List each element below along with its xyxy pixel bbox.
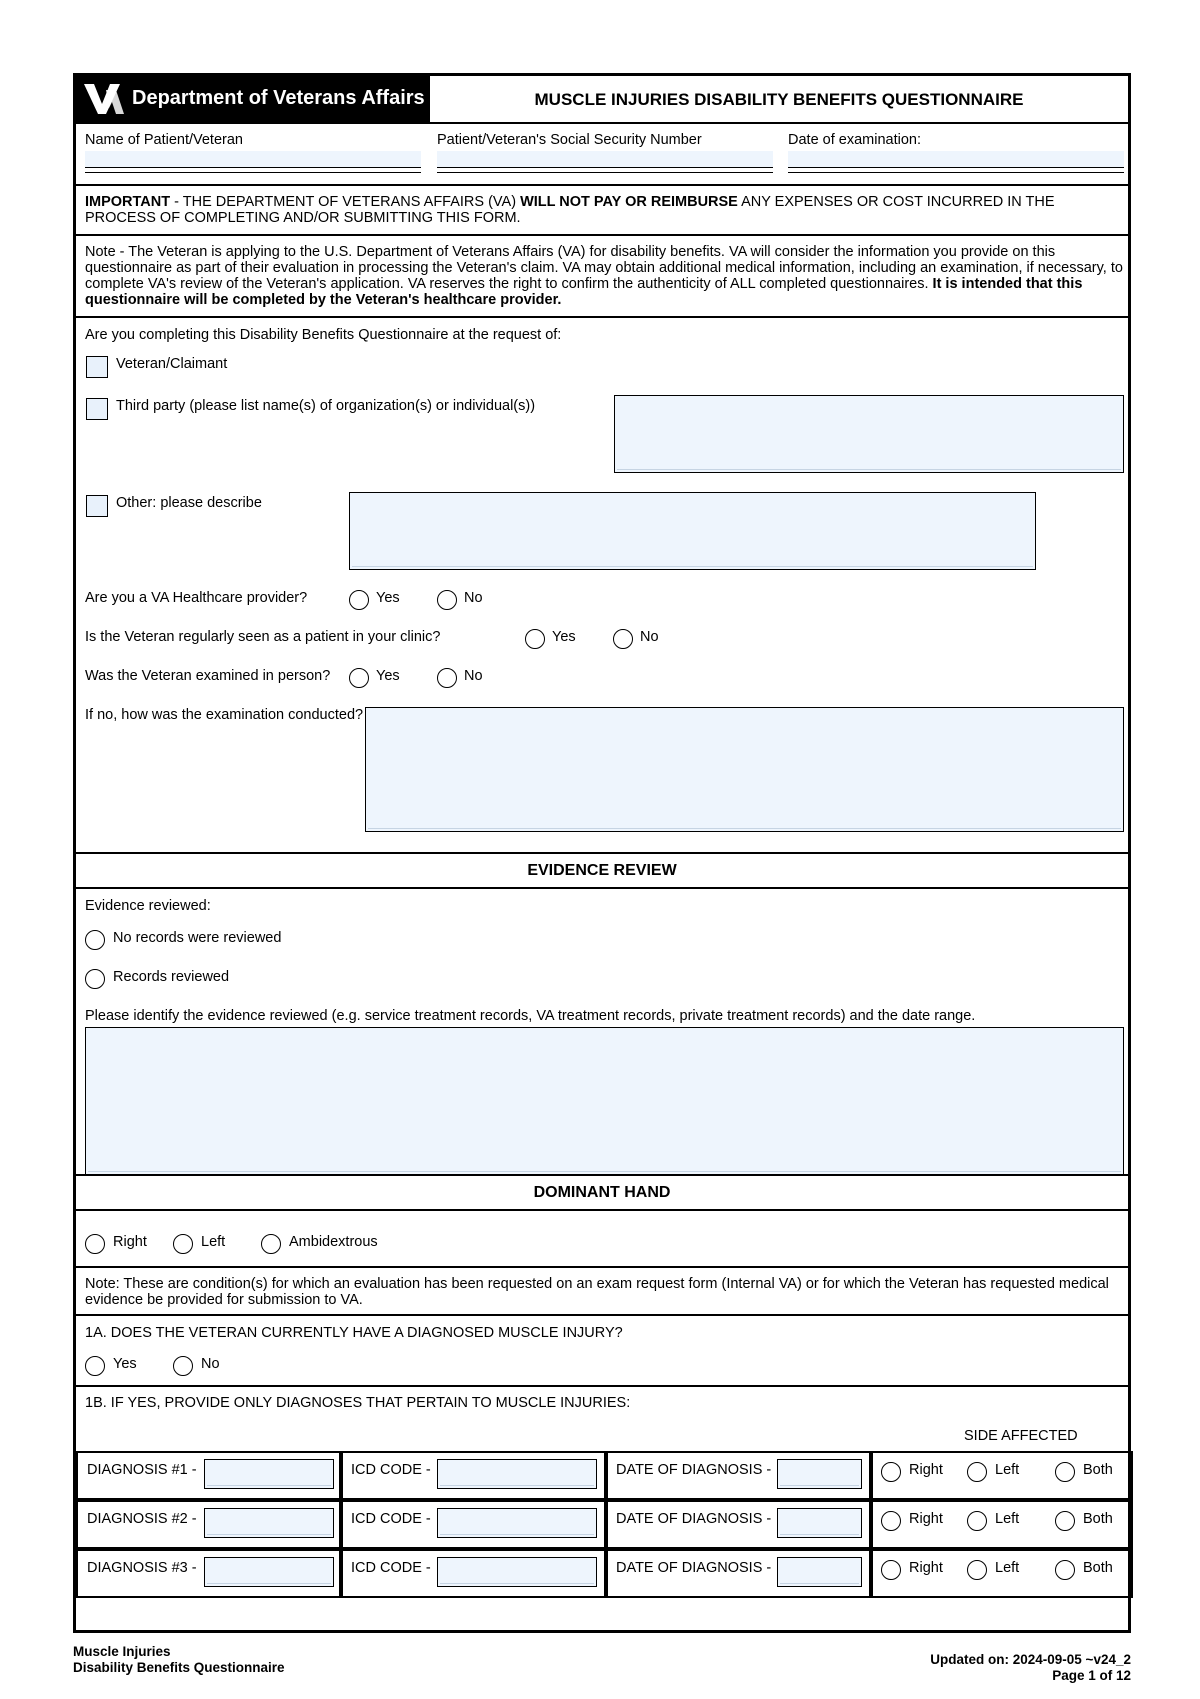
date-field-1[interactable]	[777, 1459, 862, 1489]
veteran-checkbox[interactable]	[86, 356, 108, 378]
side-both-radio-3[interactable]	[1055, 1560, 1075, 1580]
icd-field-2[interactable]	[437, 1508, 597, 1538]
records-reviewed-radio[interactable]	[85, 969, 105, 989]
form-title: MUSCLE INJURIES DISABILITY BENEFITS QUESTIONNAIRE	[534, 90, 1024, 109]
evidence-identify-label: Please identify the evidence reviewed (e.g. service treatment records, VA treatment records, private treatment records) and the date range.	[85, 1008, 976, 1024]
q1a-yes-radio[interactable]	[85, 1356, 105, 1376]
evidence-review-title: EVIDENCE REVIEW	[527, 862, 677, 879]
dominant-left-label: Left	[201, 1234, 226, 1250]
note-text: Note - The Veteran is applying to the U.S. Department of Veterans Affairs (VA) for disability benefits. VA will consider the information you provide on this questionnaire as part of their evaluation in processing the Veteran's claim. VA may obtain additional medical information, including an examination, if necessary, to complete VA's review of the Veteran's application. VA reserves the right to confirm the authenticity of ALL completed questionnaires.	[85, 244, 1123, 292]
side-right-radio-1[interactable]	[881, 1462, 901, 1482]
side-both-label: Both	[1083, 1462, 1113, 1478]
in-person-yes-radio[interactable]	[349, 668, 369, 688]
ssn-label: Patient/Veteran's Social Security Number	[437, 132, 702, 148]
how-conducted-question: If no, how was the examination conducted?	[85, 707, 364, 723]
veteran-label: Veteran/Claimant	[116, 356, 228, 372]
important-no-pay: WILL NOT PAY OR REIMBURSE	[520, 194, 738, 210]
diagnosis-field-2[interactable]	[204, 1508, 334, 1538]
footer-form-name-1: Muscle Injuries	[73, 1644, 171, 1659]
agency-name: Department of Veterans Affairs	[132, 87, 425, 109]
date-cell	[606, 1451, 871, 1500]
other-field[interactable]	[349, 492, 1036, 570]
important-text-2: ANY EXPENSES OR COST INCURRED IN THE PROCESS OF COMPLETING AND/OR SUBMITTING THIS FORM.	[85, 194, 1055, 226]
in-person-no-radio[interactable]	[437, 668, 457, 688]
regular-patient-yes-radio[interactable]	[525, 629, 545, 649]
regular-patient-no-radio[interactable]	[613, 629, 633, 649]
patient-name-label: Name of Patient/Veteran	[85, 132, 243, 148]
diagnosis-label: DIAGNOSIS #3 -	[87, 1560, 197, 1576]
date-label: DATE OF DIAGNOSIS -	[616, 1462, 772, 1478]
side-right-label: Right	[909, 1462, 943, 1478]
side-cell	[871, 1549, 1133, 1598]
no-records-label: No records were reviewed	[113, 930, 282, 946]
ssn-field[interactable]	[437, 151, 773, 168]
q1a-yes-label: Yes	[113, 1356, 137, 1372]
dominant-ambidextrous-radio[interactable]	[261, 1234, 281, 1254]
evidence-identify-field[interactable]	[85, 1027, 1124, 1175]
patient-name-field[interactable]	[85, 151, 421, 168]
evidence-review-section	[76, 889, 1128, 1176]
exam-date-field[interactable]	[788, 151, 1124, 168]
q1a-question: 1A. DOES THE VETERAN CURRENTLY HAVE A DIAGNOSED MUSCLE INJURY?	[85, 1325, 623, 1341]
icd-cell	[341, 1549, 606, 1598]
diagnosis-field-1[interactable]	[204, 1459, 334, 1489]
side-right-label: Right	[909, 1560, 943, 1576]
side-both-label: Both	[1083, 1560, 1113, 1576]
va-seal-icon	[82, 80, 126, 118]
dominant-left-radio[interactable]	[173, 1234, 193, 1254]
icd-field-1[interactable]	[437, 1459, 597, 1489]
va-provider-no-radio[interactable]	[437, 590, 457, 610]
in-person-yes-label: Yes	[376, 668, 400, 684]
dominant-right-radio[interactable]	[85, 1234, 105, 1254]
regular-patient-yes-label: Yes	[552, 629, 576, 645]
va-provider-question: Are you a VA Healthcare provider?	[85, 590, 308, 606]
q1a-no-label: No	[201, 1356, 220, 1372]
q1a-section	[76, 1316, 1128, 1387]
side-right-radio-2[interactable]	[881, 1511, 901, 1531]
exam-date-label: Date of examination:	[788, 132, 921, 148]
other-label: Other: please describe	[116, 495, 262, 511]
date-label: DATE OF DIAGNOSIS -	[616, 1560, 772, 1576]
side-left-radio-2[interactable]	[967, 1511, 987, 1531]
va-logo-block	[76, 76, 430, 122]
side-both-label: Both	[1083, 1511, 1113, 1527]
records-reviewed-label: Records reviewed	[113, 969, 230, 985]
footer-page: Page 1 of 12	[1052, 1668, 1131, 1683]
in-person-question: Was the Veteran examined in person?	[85, 668, 331, 684]
date-field-3[interactable]	[777, 1557, 862, 1587]
q1b-question: 1B. IF YES, PROVIDE ONLY DIAGNOSES THAT PERTAIN TO MUSCLE INJURIES:	[85, 1395, 631, 1411]
patient-info-row	[76, 124, 1128, 186]
va-provider-no-label: No	[464, 590, 483, 606]
diagnosis-label: DIAGNOSIS #1 -	[87, 1462, 197, 1478]
footer-form-name-2: Disability Benefits Questionnaire	[73, 1660, 285, 1675]
side-affected-label: SIDE AFFECTED	[964, 1428, 1078, 1444]
third-party-label: Third party (please list name(s) of organization(s) or individual(s))	[116, 398, 536, 414]
evidence-reviewed-label: Evidence reviewed:	[85, 898, 211, 914]
dominant-hand-header	[76, 1176, 1128, 1211]
side-cell	[871, 1451, 1133, 1500]
condition-note	[76, 1268, 1128, 1316]
va-provider-yes-radio[interactable]	[349, 590, 369, 610]
in-person-no-label: No	[464, 668, 483, 684]
regular-patient-question: Is the Veteran regularly seen as a patient in your clinic?	[85, 629, 441, 645]
icd-label: ICD CODE -	[351, 1462, 431, 1478]
form-header	[76, 76, 1128, 124]
footer-updated: Updated on: 2024-09-05 ~v24_2	[930, 1652, 1131, 1667]
note-block	[76, 236, 1128, 318]
dominant-hand-title: DOMINANT HAND	[533, 1184, 671, 1201]
note-bold: It is intended that this questionnaire will be completed by the Veteran's healthcare provider.	[85, 276, 1083, 308]
diagnosis-field-3[interactable]	[204, 1557, 334, 1587]
dominant-ambidextrous-label: Ambidextrous	[289, 1234, 378, 1250]
icd-label: ICD CODE -	[351, 1560, 431, 1576]
no-records-radio[interactable]	[85, 930, 105, 950]
side-left-radio-1[interactable]	[967, 1462, 987, 1482]
important-label: IMPORTANT	[85, 194, 171, 210]
date-field-2[interactable]	[777, 1508, 862, 1538]
dominant-right-label: Right	[113, 1234, 147, 1250]
side-cell	[871, 1500, 1133, 1549]
date-cell	[606, 1500, 871, 1549]
important-text-1: - THE DEPARTMENT OF VETERANS AFFAIRS (VA)	[170, 194, 521, 210]
side-left-label: Left	[995, 1462, 1020, 1478]
dominant-hand-options	[76, 1211, 1128, 1268]
important-notice	[76, 186, 1128, 236]
condition-note-text: Note: These are condition(s) for which an evaluation has been requested on an exam request form (Internal VA) or for which the Veteran has requested medical evidence be provided for submission to VA.	[85, 1276, 1109, 1308]
side-both-radio-2[interactable]	[1055, 1511, 1075, 1531]
date-label: DATE OF DIAGNOSIS -	[616, 1511, 772, 1527]
dbq-form	[73, 73, 1131, 1633]
diagnosis-cell	[76, 1549, 341, 1598]
diagnosis-cell	[76, 1451, 341, 1500]
evidence-review-header	[76, 854, 1128, 889]
icd-field-3[interactable]	[437, 1557, 597, 1587]
diagnosis-table	[76, 1451, 1128, 1601]
icd-cell	[341, 1500, 606, 1549]
regular-patient-no-label: No	[640, 629, 659, 645]
va-provider-yes-label: Yes	[376, 590, 400, 606]
icd-label: ICD CODE -	[351, 1511, 431, 1527]
q1b-section	[76, 1387, 1128, 1451]
icd-cell	[341, 1451, 606, 1500]
side-left-label: Left	[995, 1560, 1020, 1576]
other-checkbox[interactable]	[86, 495, 108, 517]
third-party-checkbox[interactable]	[86, 398, 108, 420]
diagnosis-row-2	[76, 1500, 1128, 1549]
diagnosis-cell	[76, 1500, 341, 1549]
side-right-radio-3[interactable]	[881, 1560, 901, 1580]
side-left-label: Left	[995, 1511, 1020, 1527]
request-question: Are you completing this Disability Benefits Questionnaire at the request of:	[85, 327, 562, 343]
diagnosis-row-3	[76, 1549, 1128, 1598]
diagnosis-row-1	[76, 1451, 1128, 1500]
side-right-label: Right	[909, 1511, 943, 1527]
third-party-field[interactable]	[614, 395, 1124, 473]
side-both-radio-1[interactable]	[1055, 1462, 1075, 1482]
how-conducted-field[interactable]	[365, 707, 1124, 832]
date-cell	[606, 1549, 871, 1598]
q1a-no-radio[interactable]	[173, 1356, 193, 1376]
diagnosis-label: DIAGNOSIS #2 -	[87, 1511, 197, 1527]
request-section	[76, 318, 1128, 854]
side-left-radio-3[interactable]	[967, 1560, 987, 1580]
